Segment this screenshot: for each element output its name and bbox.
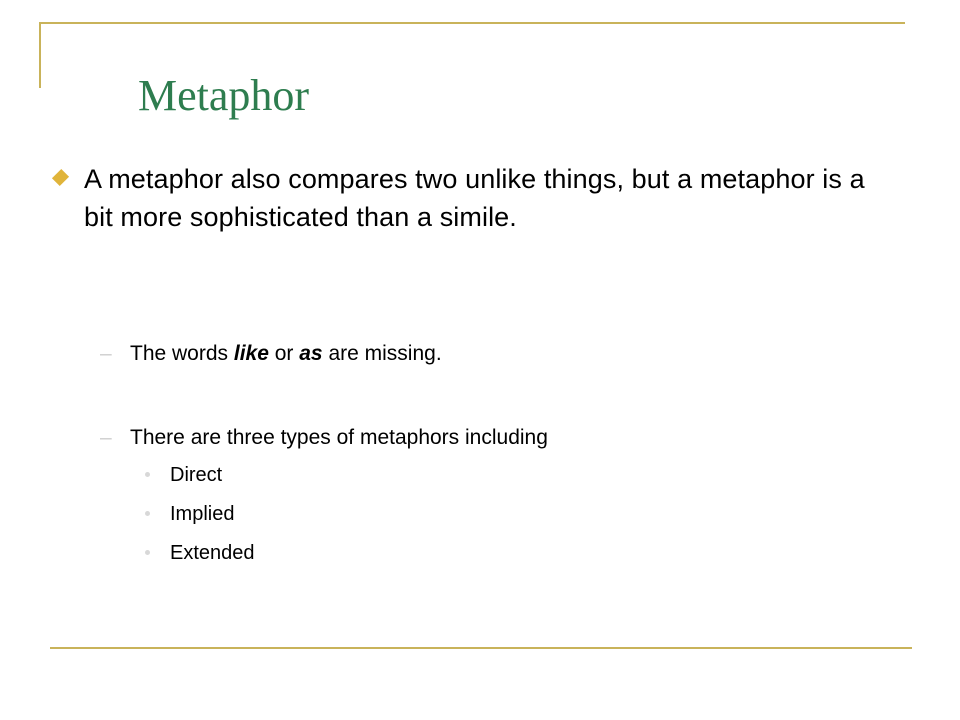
dot-bullet-icon <box>145 550 150 555</box>
sub-bullet-missing-words <box>100 340 442 368</box>
list-item <box>145 462 255 501</box>
emphasis-like: like <box>233 342 269 365</box>
emphasis-as: as <box>299 342 323 365</box>
sub-bullet-text: There are three types of metaphors including <box>130 426 548 449</box>
dash-bullet-icon: – <box>100 342 112 365</box>
frame-left-rule <box>39 22 41 88</box>
type-extended: Extended <box>170 542 255 564</box>
metaphor-types-list <box>145 462 255 579</box>
frame-bottom-rule <box>50 647 912 649</box>
main-bullet <box>55 160 865 236</box>
type-direct: Direct <box>170 464 223 486</box>
text-run: or <box>268 342 300 365</box>
type-implied: Implied <box>170 503 235 525</box>
text-run: are missing. <box>322 342 442 365</box>
list-item <box>145 540 255 579</box>
dot-bullet-icon <box>145 511 150 516</box>
frame-top-rule <box>39 22 905 24</box>
sub-bullet-three-types <box>100 424 548 452</box>
text-run: The words <box>130 342 234 365</box>
diamond-bullet-icon <box>52 169 69 186</box>
sub-bullet-text <box>130 342 442 365</box>
list-item <box>145 501 255 540</box>
dot-bullet-icon <box>145 472 150 477</box>
slide-title: Metaphor <box>138 71 310 120</box>
main-bullet-text: A metaphor also compares two unlike things, but a metaphor is a bit more sophisticated than a simile. <box>84 164 865 232</box>
dash-bullet-icon: – <box>100 426 112 449</box>
